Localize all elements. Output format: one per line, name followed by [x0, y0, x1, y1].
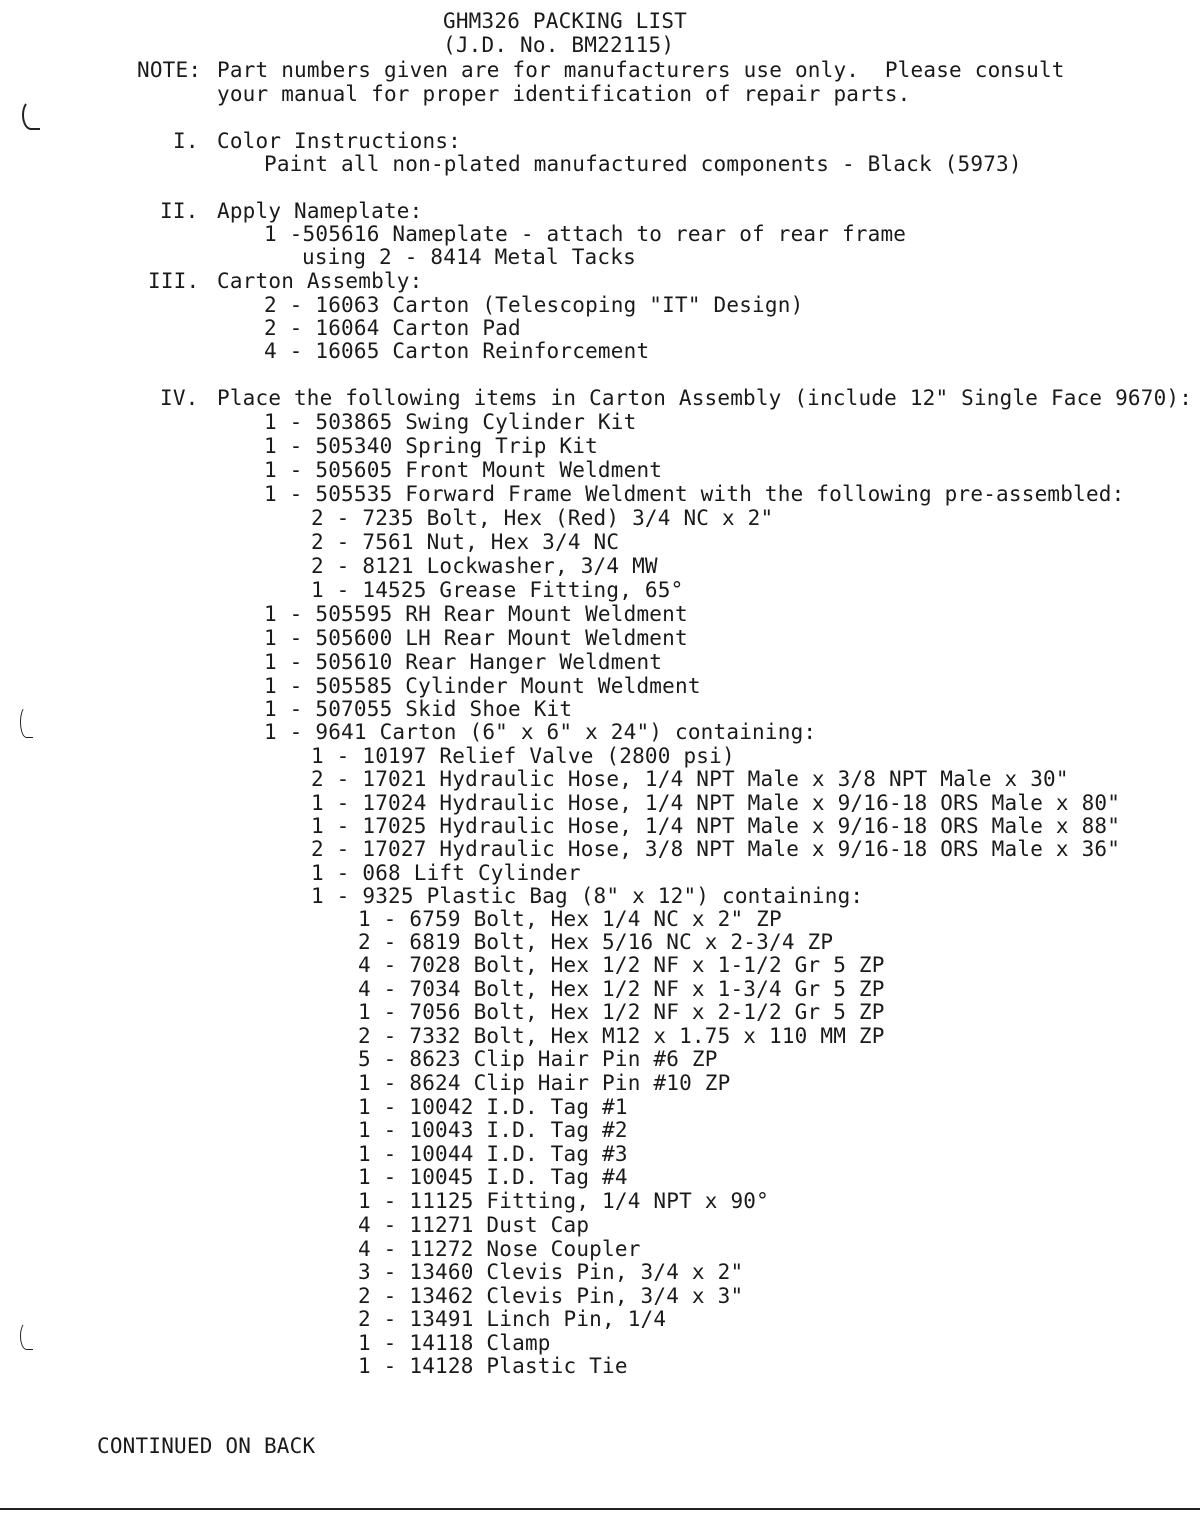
list-item: 2 - 6819 Bolt, Hex 5/16 NC x 2-3/4 ZP: [358, 930, 834, 954]
list-item: 1 - 505610 Rear Hanger Weldment: [264, 650, 663, 674]
list-item: 2 - 17027 Hydraulic Hose, 3/8 NPT Male x 9/16-18 ORS Male x 36": [311, 837, 1121, 861]
list-item: 1 - 10044 I.D. Tag #3: [358, 1142, 628, 1166]
list-item: 1 - 10197 Relief Valve (2800 psi): [311, 744, 735, 768]
section-line: using 2 - 8414 Metal Tacks: [302, 245, 636, 269]
document-subtitle: (J.D. No. BM22115): [443, 33, 675, 57]
list-item: 2 - 7332 Bolt, Hex M12 x 1.75 x 110 MM ZP: [358, 1024, 885, 1048]
binder-hole-mark: [20, 1322, 33, 1350]
section-heading: Color Instructions:: [217, 129, 462, 153]
list-item: 1 - 505340 Spring Trip Kit: [264, 434, 598, 458]
section-line: 1 -505616 Nameplate - attach to rear of rear frame: [264, 222, 907, 246]
section-numeral: I.: [173, 129, 199, 153]
list-item: 1 - 10045 I.D. Tag #4: [358, 1165, 628, 1189]
list-item: 1 - 11125 Fitting, 1/4 NPT x 90°: [358, 1189, 769, 1213]
list-item: 2 - 13491 Linch Pin, 1/4: [358, 1307, 667, 1331]
section-line: 2 - 16063 Carton (Telescoping "IT" Design): [264, 293, 804, 317]
list-item: 1 - 14525 Grease Fitting, 65°: [311, 578, 684, 602]
binder-hole-mark: [20, 706, 33, 738]
list-item: 1 - 10042 I.D. Tag #1: [358, 1095, 628, 1119]
list-item: 4 - 11272 Nose Coupler: [358, 1237, 641, 1261]
note-text-line: your manual for proper identification of repair parts.: [217, 82, 911, 106]
list-item: 4 - 7034 Bolt, Hex 1/2 NF x 1-3/4 Gr 5 ZP: [358, 977, 885, 1001]
list-item: 2 - 7235 Bolt, Hex (Red) 3/4 NC x 2": [311, 506, 774, 530]
list-item: 1 - 7056 Bolt, Hex 1/2 NF x 2-1/2 Gr 5 ZP: [358, 1000, 885, 1024]
section-numeral: III.: [148, 269, 200, 293]
list-item: 1 - 6759 Bolt, Hex 1/4 NC x 2" ZP: [358, 907, 782, 931]
section-line: 2 - 16064 Carton Pad: [264, 316, 521, 340]
section-heading: Place the following items in Carton Assembly (include 12" Single Face 9670):: [217, 386, 1193, 410]
bottom-rule: [0, 1508, 1200, 1510]
list-item: 2 - 8121 Lockwasher, 3/4 MW: [311, 554, 658, 578]
list-item: 1 - 503865 Swing Cylinder Kit: [264, 410, 637, 434]
section-numeral: II.: [160, 199, 199, 223]
list-item: 1 - 8624 Clip Hair Pin #10 ZP: [358, 1071, 731, 1095]
list-item: 1 - 17024 Hydraulic Hose, 1/4 NPT Male x 9/16-18 ORS Male x 80": [311, 791, 1121, 815]
list-item: 2 - 13462 Clevis Pin, 3/4 x 3": [358, 1284, 744, 1308]
list-item: 1 - 17025 Hydraulic Hose, 1/4 NPT Male x 9/16-18 ORS Male x 88": [311, 814, 1121, 838]
section-line: Paint all non-plated manufactured components - Black (5973): [264, 152, 1022, 176]
list-item: 2 - 17021 Hydraulic Hose, 1/4 NPT Male x 3/8 NPT Male x 30": [311, 767, 1069, 791]
list-item: 1 - 505600 LH Rear Mount Weldment: [264, 626, 688, 650]
list-item: 1 - 10043 I.D. Tag #2: [358, 1118, 628, 1142]
list-item: 1 - 505535 Forward Frame Weldment with the following pre-assembled:: [264, 482, 1125, 506]
list-item: 5 - 8623 Clip Hair Pin #6 ZP: [358, 1047, 718, 1071]
document-title: GHM326 PACKING LIST: [443, 9, 688, 33]
section-line: 4 - 16065 Carton Reinforcement: [264, 339, 650, 363]
list-item: 1 - 9641 Carton (6" x 6" x 24") containing:: [264, 720, 817, 744]
section-heading: Apply Nameplate:: [217, 199, 423, 223]
list-item: 3 - 13460 Clevis Pin, 3/4 x 2": [358, 1260, 744, 1284]
list-item: 2 - 7561 Nut, Hex 3/4 NC: [311, 530, 620, 554]
list-item: 4 - 7028 Bolt, Hex 1/2 NF x 1-1/2 Gr 5 ZP: [358, 953, 885, 977]
binder-hole-mark: [22, 100, 40, 130]
list-item: 4 - 11271 Dust Cap: [358, 1213, 590, 1237]
section-numeral: IV.: [160, 386, 199, 410]
list-item: 1 - 9325 Plastic Bag (8" x 12") containing:: [311, 884, 864, 908]
note-text-line: Part numbers given are for manufacturers use only. Please consult: [217, 58, 1065, 82]
list-item: 1 - 507055 Skid Shoe Kit: [264, 697, 573, 721]
note-label: NOTE:: [137, 58, 202, 82]
list-item: 1 - 14118 Clamp: [358, 1331, 551, 1355]
list-item: 1 - 14128 Plastic Tie: [358, 1354, 628, 1378]
section-heading: Carton Assembly:: [217, 269, 423, 293]
list-item: 1 - 505585 Cylinder Mount Weldment: [264, 674, 701, 698]
continued-footer: CONTINUED ON BACK: [97, 1434, 316, 1458]
list-item: 1 - 505605 Front Mount Weldment: [264, 458, 663, 482]
list-item: 1 - 068 Lift Cylinder: [311, 861, 581, 885]
list-item: 1 - 505595 RH Rear Mount Weldment: [264, 602, 688, 626]
